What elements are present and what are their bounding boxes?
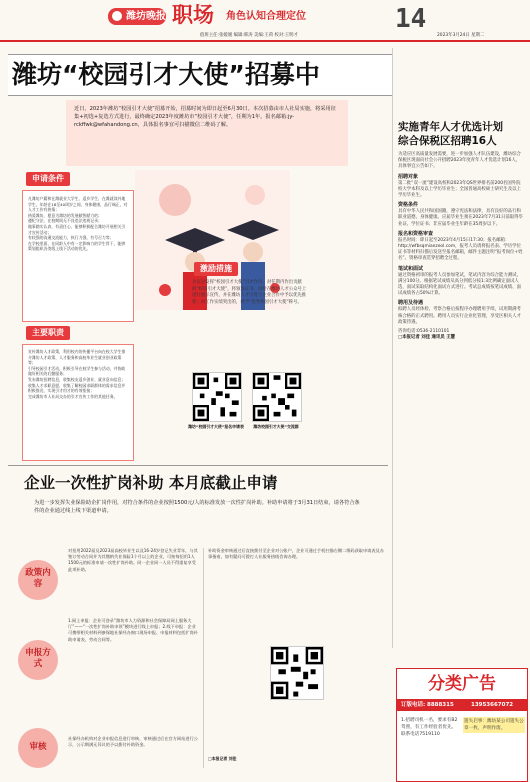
signup-text: 报名时间：即日起至2023年4月15日17:30；报名邮箱：http://wfbsqmianzeol.com，报考人员请将报名表、学历学位证书等材料扫描后发送至报名邮箱，邮件主题注明“报考岗位+姓名”。资格审查贯穿招聘全过程。 bbox=[398, 237, 523, 262]
paper-logo bbox=[108, 8, 166, 25]
paper-name: 潍坊晚报 bbox=[126, 11, 166, 22]
apply-item: 有较强的沟通交流能力，执行力强，有号召力等； bbox=[28, 235, 114, 241]
column-divider bbox=[392, 48, 393, 648]
duty-item: 发布潍坊招聘信息，收集校友返乡创业、就业意向信息； bbox=[28, 376, 126, 382]
exam-text: 通过资格初审的报考人员参加笔试，笔试内容为综合能力测试，满分100分。根据笔试成绩从高分到低分按1:3比例确定面试人选，面试采取结构化面试方式进行。考试总成绩按笔试成绩、面试成绩各占50%计算。 bbox=[398, 272, 521, 297]
qr-pattern-icon bbox=[271, 647, 323, 699]
main-headline: 潍坊“校园引才大使”招募中 bbox=[12, 60, 320, 89]
lower-column-divider bbox=[203, 548, 204, 768]
section-divider bbox=[8, 465, 388, 466]
lower-headline: 企业一次性扩岗补助 本月底截止申请 bbox=[24, 474, 278, 492]
incentive-tag: 激励措施 bbox=[194, 262, 238, 276]
classified-mobile: 13953667072 bbox=[471, 702, 514, 708]
apply-item: 做事踏实认真，有责任心，能够积极配合潍坊开展相关引才宣传活动； bbox=[28, 223, 126, 235]
page-number: 14 bbox=[395, 4, 427, 34]
qr-code-subsidy[interactable] bbox=[270, 646, 324, 700]
conditions-title: 资格条件 bbox=[398, 202, 419, 209]
lower-byline: □本报记者 刘佳 bbox=[208, 756, 237, 761]
qr-code-apply[interactable] bbox=[192, 372, 242, 422]
hire-title: 聘用及待遇 bbox=[398, 300, 424, 307]
review-tag: 审核 bbox=[29, 742, 47, 752]
apply-item: 遵纪守法，在校期间无不良违法违规记录； bbox=[28, 218, 102, 224]
lower-lead: 为进一步发挥失业保险助企扩岗作用，对符合条件的企业按照1500元/人的标准发放一次性扩岗补助。补助申请将于3月31日结束，请各符合条件的企业通过线上线下渠道申请。 bbox=[34, 500, 360, 514]
classified-section bbox=[396, 668, 528, 782]
policy-tag: 政策内容 bbox=[25, 568, 51, 589]
apply-item: 在学校里面，在同龄人中有一定影响力的学生骨干，能够策划组织各类线上线下活动的优先。 bbox=[28, 240, 126, 252]
positions-title: 招聘对象 bbox=[398, 173, 419, 180]
incentive-text: 为充分发挥“校园引才大使”引才作用，对任期内作出贡献的“校园引才大使”，将颁发证书，同时在潍坊人才公众号上进行展示宣传，并在潍坊人才引进与企业合作中予以优先推荐；对工作实绩突出的，授予“优秀校园引才大使”称号。 bbox=[192, 280, 307, 305]
right-byline: □本报记者 刘佳 通讯员 王慧 bbox=[398, 335, 456, 341]
apply-conditions-list bbox=[28, 196, 128, 252]
qr-pattern-icon bbox=[193, 373, 241, 421]
section-title: 职场 bbox=[172, 3, 214, 27]
main-lead: 近日，2023年潍坊“校园引才大使”招募开始，招募时间为即日起至6月30日。本次招募由市人社局实施，将采用征集+初选+复选方式进行，最终确定2023年度潍坊市“校园引才大使”，任期为1年。报名邮箱:jy-rckffwk@wfahandong.cn，具体报名事宜可扫描微信二维码了解。 bbox=[74, 106, 336, 128]
policy-text: 对招用2022届及2023届高校毕业生以及16-24岁登记失业青年，与其签订劳动合同并为其缴纳失业保险1个月以上的企业，可按每招用1人1500元的标准申请一次性扩岗补助。同一企业同一人员不得重复享受此项补助。 bbox=[68, 548, 198, 572]
lead-box bbox=[66, 100, 348, 166]
qr-code-group[interactable] bbox=[252, 372, 302, 422]
qr-caption-apply: 潍坊“校园引才大使”报名申请表 bbox=[188, 424, 244, 429]
headline-bar bbox=[8, 54, 392, 96]
apply-item: 凡潍坊户籍和在潍就业大学生、返乡学生、在潍就读外地学生，年龄在18至40周岁之间，身体健康，品行端正，对人才工作有热情； bbox=[28, 196, 128, 213]
main-duties-list bbox=[28, 349, 128, 399]
apply-method-circle bbox=[18, 640, 58, 680]
classified-ad-right: 遗失启事：潍坊某公司遗失公章一枚，声明作废。 bbox=[464, 719, 524, 731]
apply-method-text: 1.网上申报：企业可登录“潍坊市人力资源和社会保障局网上服务大厅”——“一次性扩岗补助申领”模块进行线上申报；2.线下申报：企业可携带相关材料到参保地社保经办窗口现场申报。申报材料包括扩岗补助申请表、劳动合同等。 bbox=[68, 618, 198, 642]
date-line: 2023年3月24日 星期二 bbox=[437, 33, 485, 38]
apply-item: 热爱潍坊，愿意为潍坊的发展献智献力的； bbox=[28, 212, 102, 218]
duty-item: 引导校园引才活动，积极引导在校学生参与活动，并协助做好相关的后勤服务； bbox=[28, 365, 126, 377]
apply-conditions-tag: 申请条件 bbox=[26, 172, 70, 186]
order-phone-label: 订版电话: bbox=[401, 702, 426, 708]
section-slogan: 角色认知合理定位 bbox=[226, 11, 306, 22]
exam-title: 笔试和面试 bbox=[398, 265, 424, 272]
apply-method-tag: 申报方式 bbox=[25, 648, 51, 669]
review-text: 社保经办机构对企业申报信息进行审核，审核通过后在官方网站进行公示，公示期满无异议的予以拨付补助资金。 bbox=[68, 736, 198, 748]
classified-title: 分类广告 bbox=[428, 674, 496, 694]
apply-method-text-2: 补助资金审核通过后直接拨付至企业对公账户，企业可通过手机扫描右侧二维码获取申请表及办事指南，如有疑问可拨打人社服务热线咨询办理。 bbox=[208, 548, 384, 560]
editors-line: 值班主任:张媛媛 编辑:韩涛 美编:王荷 校对:王明才 bbox=[200, 33, 298, 38]
classified-ad-left: 1.招聘司机一名，要求有B2驾照，有工作经验者优先。联系电话7519110 bbox=[401, 718, 458, 737]
qr-pattern-icon bbox=[253, 373, 301, 421]
right-headline-2: 综合保税区招聘16人 bbox=[398, 135, 497, 147]
policy-circle bbox=[18, 560, 58, 600]
duty-item: 宣传潍坊人才政策，利用校内的传播平台向在校大学生推介潍坊人才政策、人才服务和高校毕业生就业创业政策等； bbox=[28, 349, 126, 366]
duty-item: 收集人才求职意愿，收集了解校园求职群体的需求信息并积极推送，实现引才用才的有效衔接； bbox=[28, 382, 126, 394]
positions-text: 第二批“双一流”建设高校和2023年QS世界排名前200名国外院校大学本科及以上学历毕业生；全国普通高校硕士研究生及以上学历毕业生。 bbox=[398, 180, 521, 199]
conditions-text: 具有中华人民共和国国籍，遵守宪法和法律，具有良好的品行和职业道德，身体健康。应届毕业生须在2023年7月31日前取得毕业证、学位证书；非应届毕业生年龄在35周岁以下。 bbox=[398, 209, 523, 227]
right-intro: 为适应区高质量发展需要，进一步加强人才队伍建设，潍坊综合保税区现面向社会公开招聘2023年度青年人才优选计划16人，具体事宜公告如下。 bbox=[398, 152, 521, 170]
signup-title: 报名和资格审查 bbox=[398, 230, 434, 237]
masthead bbox=[0, 0, 530, 42]
right-headline-1: 实施青年人才优选计划 bbox=[398, 121, 503, 133]
main-duties-tag: 主要职责 bbox=[26, 326, 70, 340]
review-circle bbox=[18, 728, 58, 768]
order-phone: 8888315 bbox=[427, 702, 454, 708]
duty-item: 完成潍坊市人社局交办的引才宣传工作的其他任务。 bbox=[28, 393, 118, 399]
qr-caption-group: 潍坊校园引才大使”交流群 bbox=[253, 424, 299, 429]
right-contact: 咨询电话:0536-2110101 bbox=[398, 329, 450, 335]
hire-text: 拟聘人员经体检、考察合格后按程序办理聘用手续，试用期满考核合格的正式聘用。聘用人员实行企业化管理，享受区相关人才政策待遇。 bbox=[398, 307, 521, 325]
right-article bbox=[398, 120, 524, 341]
logo-icon bbox=[112, 11, 122, 21]
